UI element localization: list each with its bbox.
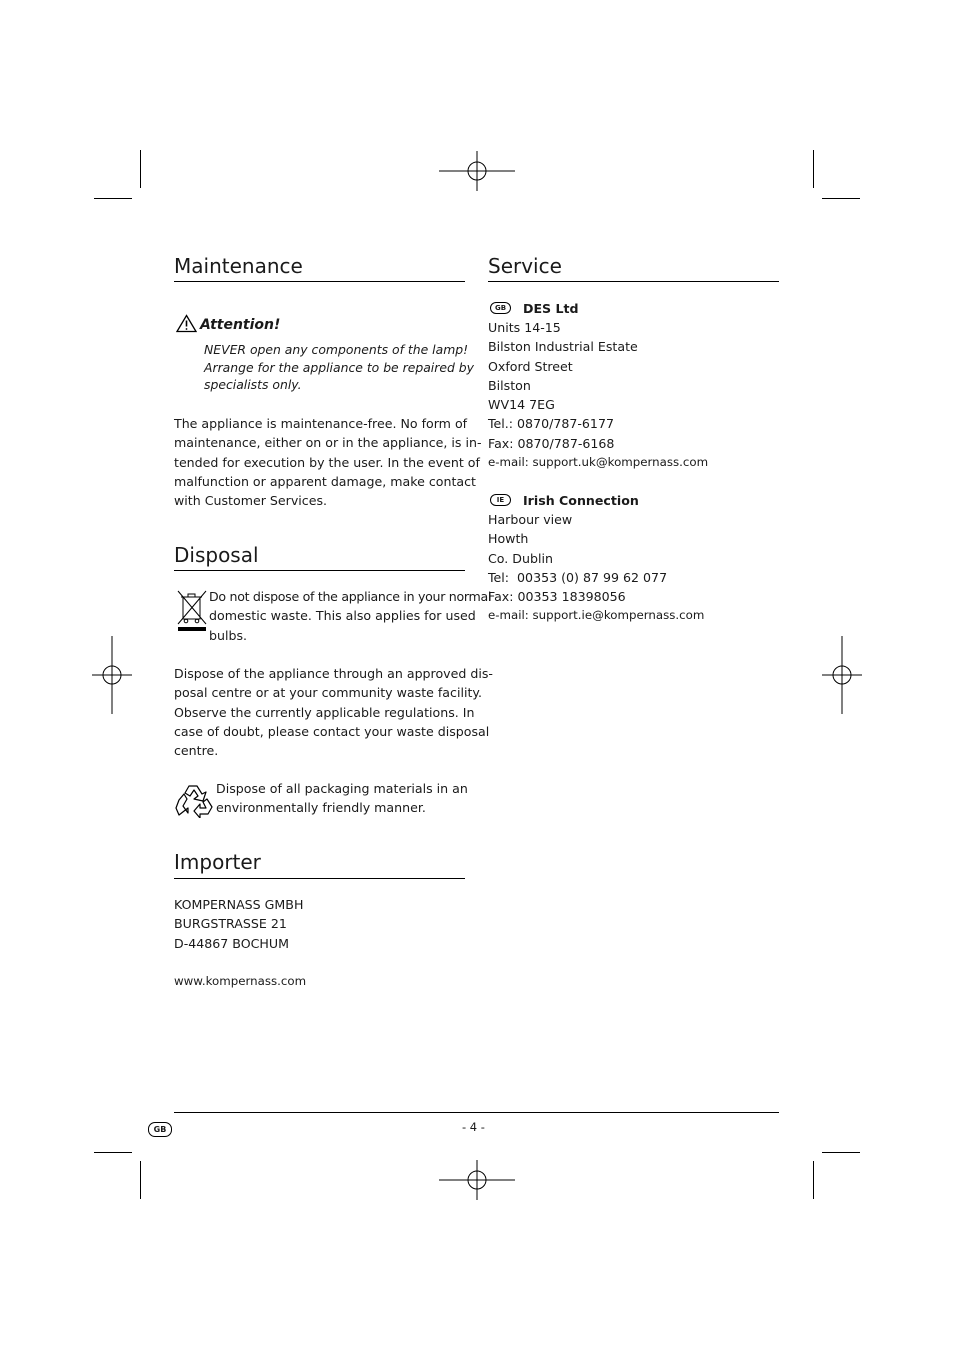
service-heading: Service [488,254,562,278]
registration-mark-left [92,636,132,714]
text-line: The appliance is maintenance-free. No form of [174,416,468,431]
gb-service-email: e-mail: support.uk@kompernass.com [488,455,709,470]
ie-service-name: Irish Connection [523,493,639,508]
text-line: Tel.: 0870/787-6177 [488,416,614,432]
text-line: Arrange for the appliance to be repaired by [204,359,474,375]
disposal-heading: Disposal [174,543,259,567]
text-line: Fax: 00353 18398056 [488,589,626,605]
text-line: case of doubt, please contact your waste disposal [174,723,490,739]
gb-service-address [488,318,708,472]
text-line: Co. Dublin [488,550,553,566]
text-line: domestic waste. This also applies for used [209,608,476,624]
importer-address [174,895,303,953]
text-line: Howth [488,531,529,547]
text-line: environmentally friendly manner. [216,800,426,816]
text-line: BURGSTRASSE 21 [174,916,287,932]
text-line: Tel: 00353 (0) 87 99 62 077 [488,569,668,585]
recycling-icon [175,782,215,818]
registration-mark-top [437,151,517,191]
packaging-notice-text [216,779,468,818]
text-line: NEVER open any components of the lamp! [204,342,469,357]
maintenance-heading: Maintenance [174,254,303,278]
importer-rule [174,878,465,879]
text-line: maintenance, either on or in the appliance, is in- [174,435,482,451]
text-line: malfunction or apparent damage, make contact [174,473,476,489]
text-line: specialists only. [204,377,302,393]
text-line: Fax: 0870/787-6168 [488,435,615,451]
text-line: centre. [174,743,219,759]
text-line: D-44867 BOCHUM [174,935,289,951]
footer-language-badge: GB [148,1122,172,1137]
crossed-wheelie-bin-icon [176,589,208,633]
ie-service-address [488,510,704,626]
importer-website: www.kompernass.com [174,974,307,988]
text-line: posal centre or at your community waste facility. [174,685,483,701]
page-number: - 4 - [462,1120,485,1134]
text-line: Units 14-15 [488,320,561,335]
warning-triangle-icon [176,314,197,333]
ie-country-badge: IE [490,494,511,506]
text-line: with Customer Services. [174,493,328,509]
text-line: Bilston Industrial Estate [488,339,638,355]
registration-mark-bottom [437,1160,517,1200]
maintenance-body-text [174,414,482,510]
text-line: bulbs. [209,627,248,643]
text-line: tended for execution by the user. In the event of [174,454,480,470]
service-rule [488,281,779,282]
maintenance-rule [174,281,465,282]
text-line: Harbour view [488,512,573,527]
disposal-body-text [174,664,493,760]
text-line: WV14 7EG [488,397,555,413]
importer-heading: Importer [174,850,261,874]
disposal-rule [174,570,465,571]
registration-mark-right [822,636,862,714]
weee-notice-text [209,587,491,645]
maintenance-warning-text [204,341,474,394]
text-line: Oxford Street [488,358,573,374]
text-line: Observe the currently applicable regulations. In [174,704,475,720]
gb-country-badge: GB [490,302,511,314]
gb-service-name: DES Ltd [523,301,579,316]
text-line: Bilston [488,377,531,393]
ie-service-email: e-mail: support.ie@kompernass.com [488,608,705,623]
text-line: KOMPERNASS GMBH [174,897,304,912]
attention-label: Attention! [200,317,281,333]
text-line: Do not dispose of the appliance in your normal [209,589,492,604]
text-line: Dispose of all packaging materials in an [216,781,468,796]
text-line: Dispose of the appliance through an approved dis- [174,666,493,681]
footer-rule [174,1112,779,1113]
